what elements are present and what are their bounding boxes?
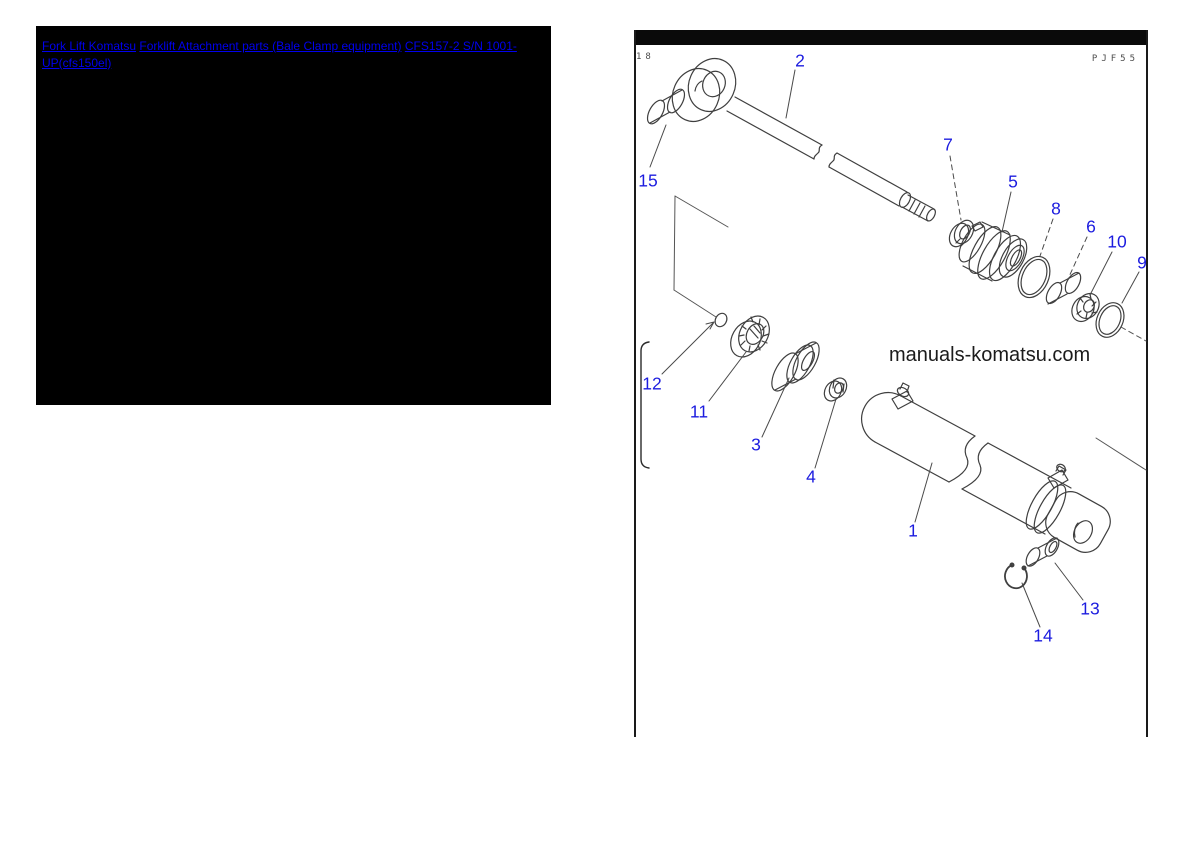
breadcrumb-link-attachment-parts[interactable]: Forklift Attachment parts (Bale Clamp equipment) xyxy=(139,39,402,53)
diagram-top-border xyxy=(635,30,1147,45)
callout-1: 1 xyxy=(908,520,918,541)
margin-bracket xyxy=(641,342,649,468)
breadcrumb xyxy=(36,26,551,71)
part-5-cylinder-head xyxy=(954,220,1032,285)
breadcrumb-link-forklift[interactable]: Fork Lift Komatsu xyxy=(42,39,137,53)
part-6-bushing xyxy=(1043,270,1084,306)
figure-code: PJF55 xyxy=(1091,54,1139,64)
part-4-nut xyxy=(821,375,850,404)
sheet-number: 18 xyxy=(636,52,655,62)
callout-7: 7 xyxy=(943,134,953,155)
part-14-snap-ring xyxy=(1005,563,1027,588)
callout-11: 11 xyxy=(689,401,709,422)
callout-14: 14 xyxy=(1033,625,1053,646)
callout-15: 15 xyxy=(638,170,658,191)
callout-4: 4 xyxy=(806,466,816,487)
watermark-text: manuals-komatsu.com xyxy=(889,344,1091,366)
part-1-cylinder-body xyxy=(862,383,1117,558)
diagram-right-border xyxy=(1146,30,1148,737)
part-7-seal-ring xyxy=(946,217,978,250)
callout-3: 3 xyxy=(751,434,761,455)
part-3-collar xyxy=(767,338,825,395)
part-13-bushing xyxy=(1023,536,1061,569)
plate-outline xyxy=(674,196,1146,470)
callout-8: 8 xyxy=(1051,198,1061,219)
callout-5: 5 xyxy=(1008,171,1018,192)
callout-13: 13 xyxy=(1080,598,1100,619)
callout-6: 6 xyxy=(1086,216,1096,237)
callout-9: 9 xyxy=(1137,252,1147,273)
part-10-nut xyxy=(1068,290,1104,326)
diagram-left-border xyxy=(634,30,636,737)
part-12-ball xyxy=(713,311,729,329)
breadcrumb-link-model[interactable]: CFS157-2 S/N 1001-UP(cfs150el) xyxy=(42,39,517,70)
part-2-piston-rod xyxy=(664,51,937,222)
part-9-o-ring xyxy=(1091,298,1129,341)
part-8-o-ring xyxy=(1012,251,1056,302)
callout-10: 10 xyxy=(1107,231,1127,252)
image-placeholder-panel xyxy=(36,26,551,405)
callout-2: 2 xyxy=(795,50,805,71)
part-15-bushing xyxy=(644,86,688,126)
callout-12: 12 xyxy=(642,373,662,394)
part-11-lock-ring xyxy=(725,311,776,363)
